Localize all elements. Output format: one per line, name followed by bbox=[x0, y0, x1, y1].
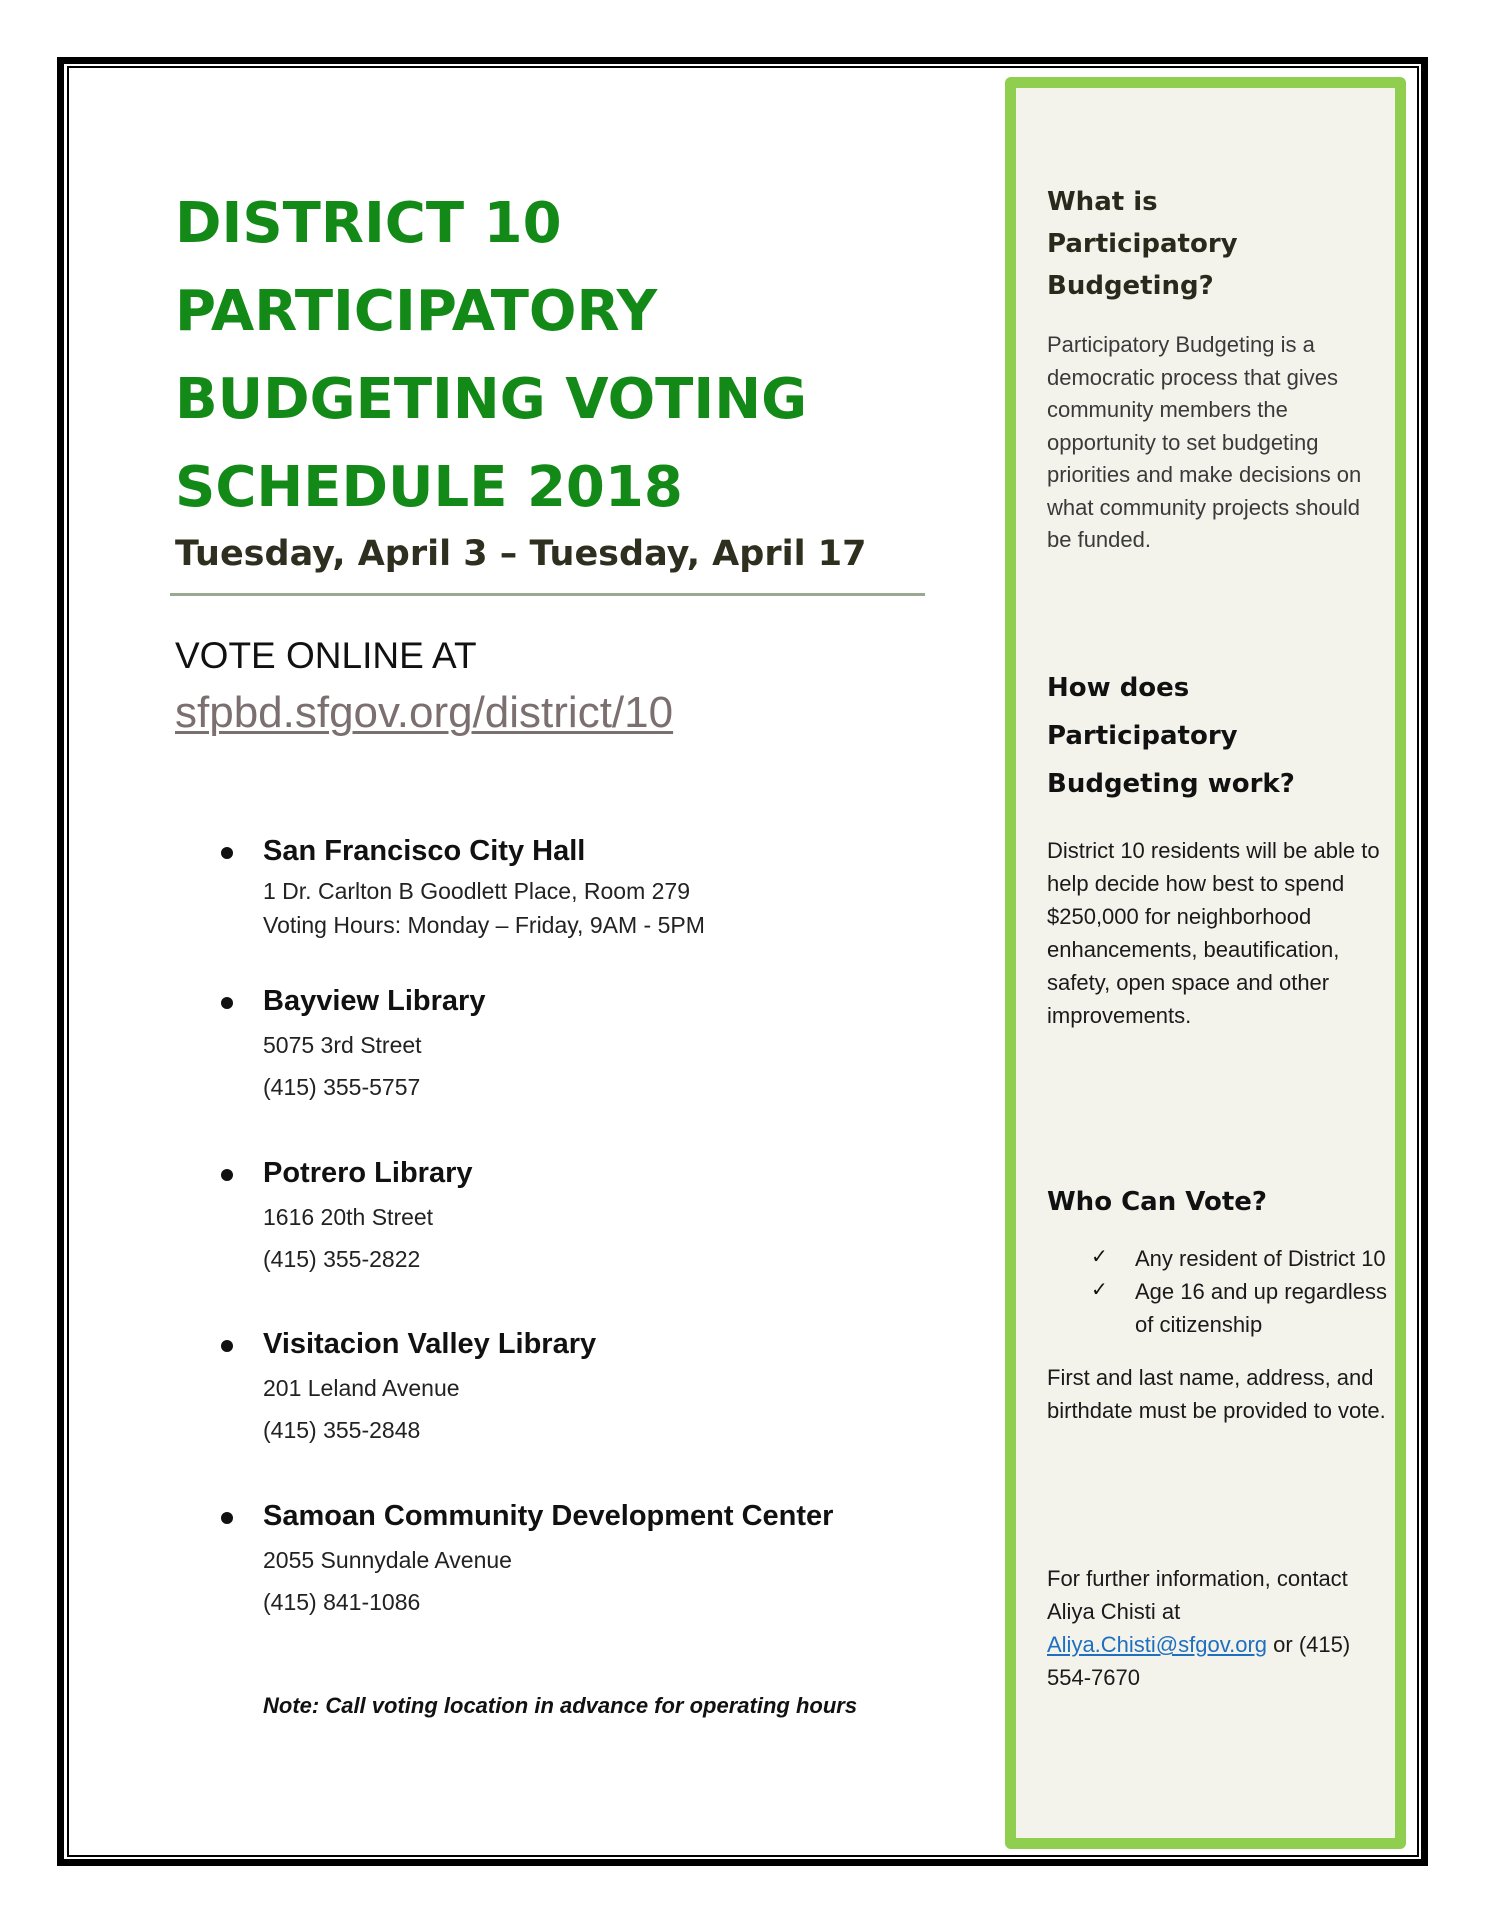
what-is-pb-heading bbox=[1047, 181, 1387, 307]
location-address: 2055 Sunnydale Avenue bbox=[263, 1547, 512, 1573]
who-can-vote-heading: Who Can Vote? bbox=[1047, 1187, 1267, 1217]
bullet-icon bbox=[221, 847, 233, 859]
location-name: Potrero Library bbox=[263, 1157, 473, 1189]
location-item bbox=[218, 1321, 596, 1451]
location-address: 1616 20th Street bbox=[263, 1204, 434, 1230]
location-item bbox=[218, 828, 705, 942]
location-address: 5075 3rd Street bbox=[263, 1032, 422, 1058]
title-line: SCHEDULE 2018 bbox=[175, 455, 683, 520]
location-item bbox=[218, 1150, 473, 1280]
vote-online-link[interactable]: sfpbd.sfgov.org/district/10 bbox=[175, 688, 674, 737]
heading-line: Budgeting work? bbox=[1047, 769, 1295, 799]
how-pb-works-body: District 10 residents will be able to help decide how best to spend $250,000 for neighborhood enhancements, beautification, safety, open space and other improvements. bbox=[1047, 838, 1380, 1028]
checkmark-icon: ✓ bbox=[1091, 1246, 1108, 1268]
who-can-vote-section bbox=[1047, 1180, 1387, 1427]
contact-text bbox=[1047, 1562, 1387, 1694]
location-name: Samoan Community Development Center bbox=[263, 1500, 834, 1532]
contact-conjunction: or bbox=[1273, 1632, 1293, 1657]
location-name: Visitacion Valley Library bbox=[263, 1328, 597, 1360]
location-address: 1 Dr. Carlton B Goodlett Place, Room 279 bbox=[263, 878, 690, 904]
heading-line: What is bbox=[1047, 187, 1158, 217]
what-is-pb-section bbox=[1047, 181, 1387, 557]
eligibility-text: Age 16 and up regardless of citizenship bbox=[1135, 1279, 1387, 1337]
flyer-title bbox=[175, 180, 935, 532]
bullet-icon bbox=[221, 1340, 233, 1352]
location-name: San Francisco City Hall bbox=[263, 835, 586, 867]
title-divider bbox=[170, 593, 925, 596]
contact-intro: For further information, contact Aliya Chisti at bbox=[1047, 1566, 1348, 1624]
how-pb-works-heading bbox=[1047, 664, 1387, 808]
heading-line: Budgeting? bbox=[1047, 271, 1214, 301]
bullet-icon bbox=[221, 1512, 233, 1524]
heading-line: Participatory bbox=[1047, 229, 1238, 259]
location-phone: (415) 355-2848 bbox=[263, 1417, 421, 1443]
title-line: BUDGETING VOTING bbox=[175, 367, 808, 432]
voting-date-range: Tuesday, April 3 – Tuesday, April 17 bbox=[175, 534, 867, 574]
location-address: 201 Leland Avenue bbox=[263, 1375, 460, 1401]
location-phone: (415) 355-5757 bbox=[263, 1074, 421, 1100]
heading-line: Participatory bbox=[1047, 721, 1238, 751]
operating-hours-note: Note: Call voting location in advance for operating hours bbox=[263, 1693, 858, 1718]
vote-online-label: VOTE ONLINE AT bbox=[175, 635, 477, 676]
bullet-icon bbox=[221, 1169, 233, 1181]
checkmark-icon: ✓ bbox=[1091, 1279, 1108, 1301]
bullet-icon bbox=[221, 997, 233, 1009]
contact-email-link[interactable]: Aliya.Chisti@sfgov.org bbox=[1047, 1632, 1267, 1657]
what-is-pb-body: Participatory Budgeting is a democratic process that gives community members the opportunity to set budgeting priorities and make decisions on what community projects should be funded. bbox=[1047, 332, 1362, 552]
title-line: DISTRICT 10 bbox=[175, 191, 562, 256]
heading-line: How does bbox=[1047, 673, 1190, 703]
contact-section bbox=[1047, 1562, 1387, 1694]
location-phone: (415) 355-2822 bbox=[263, 1246, 421, 1272]
contact-phone: (415) 554-7670 bbox=[1047, 1632, 1351, 1690]
location-item bbox=[218, 1493, 833, 1623]
location-name: Bayview Library bbox=[263, 985, 486, 1017]
eligibility-text: Any resident of District 10 bbox=[1135, 1246, 1386, 1271]
location-item bbox=[218, 978, 485, 1108]
eligibility-item bbox=[1047, 1242, 1387, 1275]
title-line: PARTICIPATORY bbox=[175, 279, 658, 344]
voting-requirement: First and last name, address, and birthdate must be provided to vote. bbox=[1047, 1365, 1386, 1423]
location-phone: (415) 841-1086 bbox=[263, 1589, 421, 1615]
eligibility-item bbox=[1047, 1275, 1387, 1341]
location-hours: Voting Hours: Monday – Friday, 9AM - 5PM bbox=[263, 912, 705, 938]
eligibility-list bbox=[1047, 1242, 1387, 1341]
how-pb-works-section bbox=[1047, 664, 1387, 1032]
